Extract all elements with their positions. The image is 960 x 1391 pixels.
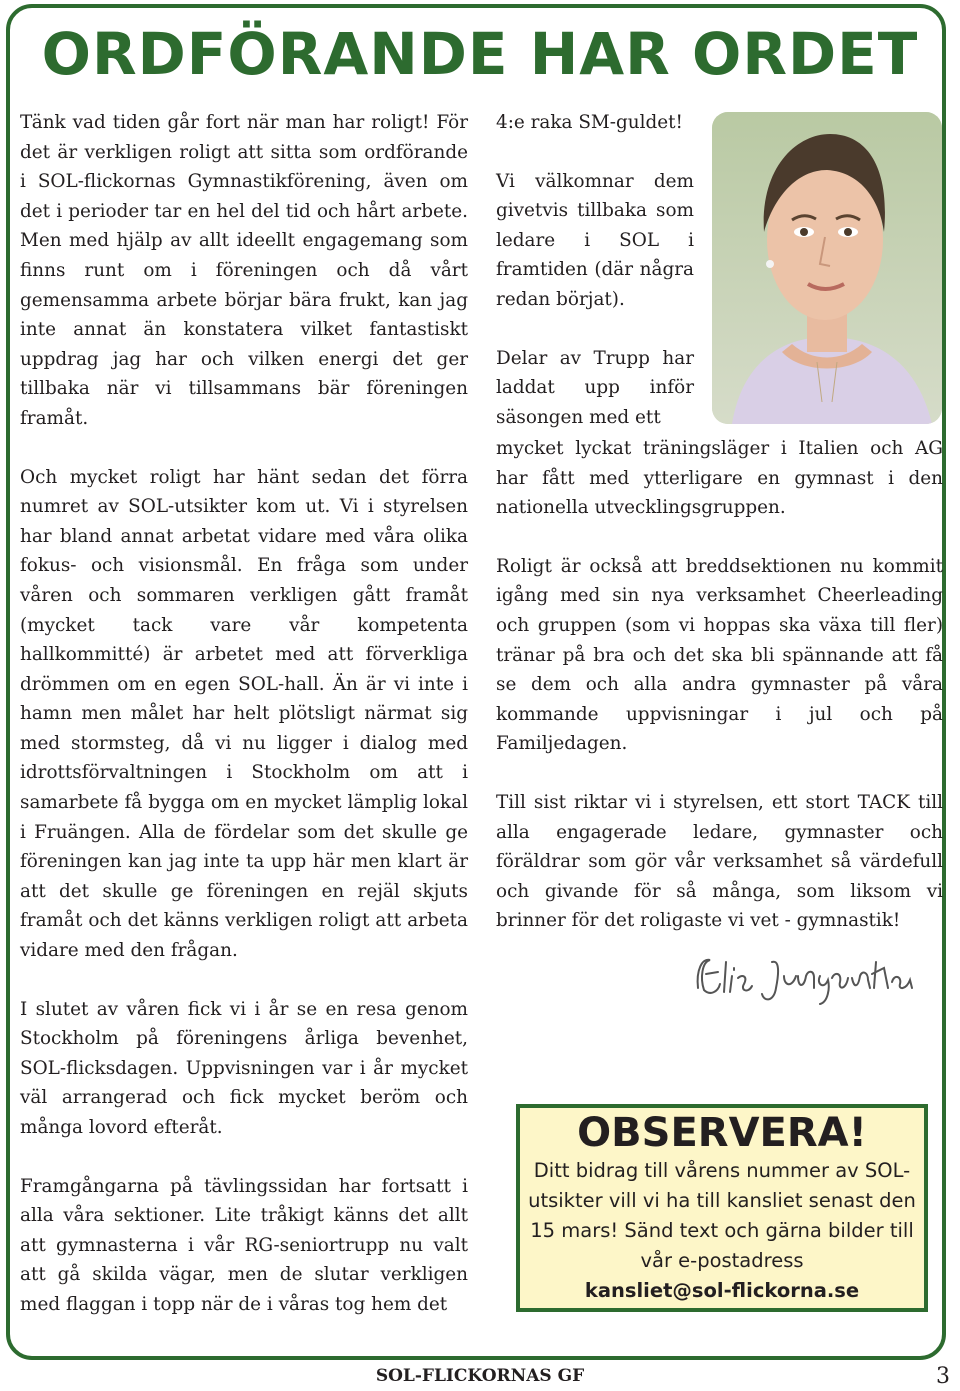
- handwritten-signature: [688, 948, 928, 1010]
- page-title: ORDFÖRANDE HAR ORDET: [41, 20, 919, 88]
- portrait-photo: [712, 112, 942, 424]
- notice-body: Ditt bidrag till vårens nummer av SOL-utsikter vill vi ha till kansliet senast den 15 mars! Sänd text och gärna bilder till vår e-postadress: [528, 1159, 916, 1272]
- portrait-illustration: [712, 112, 942, 424]
- signature: [688, 948, 928, 1010]
- footer-publisher: SOL-FLICKORNAS GF: [375, 1366, 585, 1386]
- paragraph: Och mycket roligt har hänt sedan det förra numret av SOL-utsikter kom ut. Vi i styrelsen har bland annat arbetat vidare med våra olika fokus- och visionsmål. En fråga som under våren och sommaren verkligen gått framåt (mycket tack vare vår kompetenta hallkommitté) är arbetet med att förverkliga drömmen om en egen SOL-hall. Än är vi inte i hamn men målet har helt plötsligt närmat sig med stormsteg, då vi nu ligger i dialog med idrottsförvaltningen i Stockholm om att i samarbete få bygga om en mycket lämplig lokal i Fruängen. Alla de fördelar som det skulle ge föreningen kan jag inte ta upp här men klart är att det skulle ge föreningen en rejäl skjuts framåt och det känns verkligen roligt att arbeta vidare med den frågan.: [20, 466, 468, 962]
- left-column: [20, 108, 468, 1349]
- paragraph: 4:e raka SM-guldet!: [496, 112, 683, 133]
- right-column-full: [496, 434, 943, 965]
- paragraph: Tänk vad tiden går fort när man har roligt! För det är verkligen roligt att sitta som ordförande i SOL-flickornas Gymnastikförening, även om det i perioder tar en hel del tid och hårt arbete. Men med hjälp av allt ideellt engagemang som finns runt om i föreningen och då vårt gemensamma arbete börjar bära frukt, kan jag inte annat än konstatera vilket fantastiskt uppdrag jag har och vilken energi det ger tillbaka när vi tillsammans bär föreningen framåt.: [20, 112, 468, 429]
- paragraph: Till sist riktar vi i styrelsen, ett stort TACK till alla engagerade ledare, gymnaster och föräldrar som gör vår verksamhet så värdefull och givande för så många, som liksom vi brinner för det roligaste vi vet - gymnastik!: [496, 791, 943, 932]
- paragraph: Roligt är också att breddsektionen nu kommit igång med sin nya verksamhet Cheerleading och gruppen (som vi hoppas ska växa till fler) tränar på bra och det ska bli spännande att få se dem och alla andra gymnaster på våra kommande uppvisningar i jul och på Familjedagen.: [496, 555, 943, 755]
- paragraph: Delar av Trupp har laddat upp inför säsongen med ett: [496, 347, 694, 428]
- paragraph: I slutet av våren fick vi i år se en resa genom Stockholm på föreningens årliga bevenhet, SOL-flicksdagen. Uppvisningen var i år mycket väl arrangerad och fick mycket beröm och många lovord efteråt.: [20, 998, 468, 1138]
- notice-heading: OBSERVERA!: [577, 1110, 867, 1156]
- notice-box: [516, 1104, 928, 1312]
- paragraph: mycket lyckat träningsläger i Italien och AG har fått med ytterligare en gymnast i den nationella utvecklingsgruppen.: [496, 438, 943, 519]
- paragraph: Framgångarna på tävlingssidan har fortsatt i alla våra sektioner. Lite tråkigt känns det allt att gymnasterna i vår RG-seniortrupp nu valt att gå skilda vägar, men de slutar verkligen med flaggan i topp när de i våras tog hem det: [20, 1175, 468, 1315]
- page-number: 3: [936, 1364, 950, 1389]
- paragraph: Vi välkomnar dem givetvis tillbaka som ledare i SOL i framtiden (där några redan börjat).: [496, 170, 694, 310]
- right-column-narrow: [496, 108, 694, 432]
- notice-email: kansliet@sol-flickorna.se: [584, 1279, 860, 1302]
